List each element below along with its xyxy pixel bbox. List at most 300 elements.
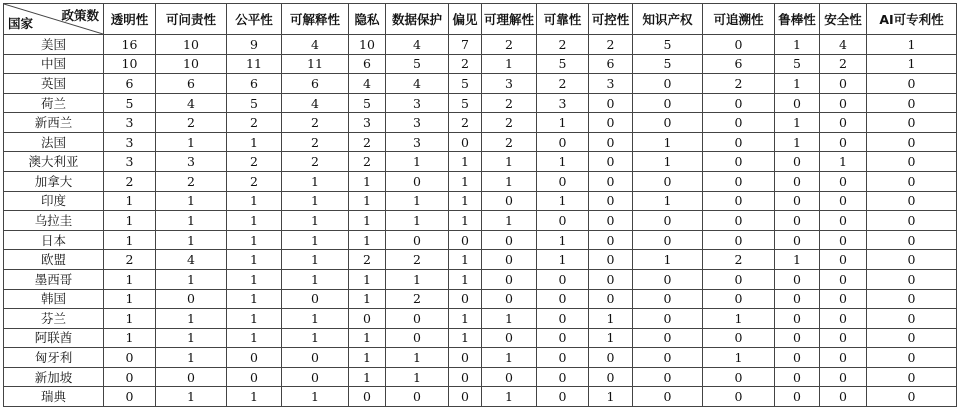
- table-row: [4, 152, 957, 172]
- policy-count-cell: 0: [449, 387, 482, 407]
- policy-count-cell: 2: [482, 93, 537, 113]
- policy-count-cell: 10: [104, 54, 156, 74]
- policy-count-cell: 0: [449, 348, 482, 368]
- policy-count-cell: 6: [156, 74, 227, 94]
- policy-count-cell: 0: [703, 172, 775, 192]
- policy-count-cell: 1: [227, 132, 282, 152]
- table-row: [4, 348, 957, 368]
- policy-count-cell: 4: [282, 35, 349, 55]
- country-cell: 美国: [4, 35, 104, 55]
- policy-count-cell: 1: [482, 211, 537, 231]
- policy-count-cell: 0: [589, 348, 633, 368]
- policy-count-cell: 2: [104, 172, 156, 192]
- policy-count-cell: 6: [227, 74, 282, 94]
- policy-count-cell: 0: [703, 113, 775, 133]
- policy-count-cell: 1: [227, 230, 282, 250]
- policy-count-cell: 0: [449, 289, 482, 309]
- policy-count-cell: 0: [867, 74, 957, 94]
- table-row: [4, 367, 957, 387]
- policy-count-cell: 0: [820, 191, 867, 211]
- policy-count-cell: 1: [104, 211, 156, 231]
- policy-count-cell: 1: [349, 269, 386, 289]
- country-cell: 印度: [4, 191, 104, 211]
- policy-count-cell: 2: [386, 250, 449, 270]
- policy-count-cell: 2: [820, 54, 867, 74]
- country-cell: 乌拉圭: [4, 211, 104, 231]
- policy-count-cell: 0: [820, 93, 867, 113]
- policy-count-cell: 0: [589, 250, 633, 270]
- policy-count-cell: 1: [349, 328, 386, 348]
- table-row: [4, 93, 957, 113]
- policy-count-cell: 0: [537, 269, 589, 289]
- policy-count-cell: 1: [282, 387, 349, 407]
- policy-count-cell: 3: [156, 152, 227, 172]
- policy-count-cell: 0: [703, 230, 775, 250]
- table-row: [4, 74, 957, 94]
- policy-count-cell: 1: [775, 250, 820, 270]
- policy-count-cell: 4: [156, 250, 227, 270]
- policy-count-cell: 0: [820, 211, 867, 231]
- policy-count-cell: 1: [589, 328, 633, 348]
- policy-count-cell: 1: [537, 230, 589, 250]
- policy-count-cell: 0: [867, 289, 957, 309]
- policy-count-cell: 0: [589, 289, 633, 309]
- policy-count-cell: 2: [349, 250, 386, 270]
- column-header: 可理解性: [482, 4, 537, 35]
- policy-count-cell: 11: [227, 54, 282, 74]
- policy-count-cell: 1: [104, 230, 156, 250]
- policy-count-cell: 0: [386, 230, 449, 250]
- policy-count-cell: 0: [537, 367, 589, 387]
- policy-count-cell: 2: [537, 35, 589, 55]
- policy-count-cell: 3: [386, 132, 449, 152]
- policy-count-cell: 0: [633, 309, 703, 329]
- table-row: [4, 309, 957, 329]
- corner-header-cell: [4, 4, 104, 35]
- policy-count-cell: 6: [282, 74, 349, 94]
- policy-count-cell: 1: [156, 230, 227, 250]
- policy-count-cell: 0: [156, 289, 227, 309]
- policy-count-cell: 3: [589, 74, 633, 94]
- column-header: 知识产权: [633, 4, 703, 35]
- policy-count-cell: 0: [867, 172, 957, 192]
- policy-count-cell: 0: [386, 328, 449, 348]
- policy-count-cell: 0: [449, 230, 482, 250]
- policy-count-cell: 2: [349, 152, 386, 172]
- policy-count-cell: 0: [589, 93, 633, 113]
- policy-count-cell: 0: [537, 387, 589, 407]
- policy-count-cell: 1: [349, 172, 386, 192]
- policy-count-cell: 0: [482, 191, 537, 211]
- policy-count-cell: 1: [449, 328, 482, 348]
- country-cell: 新加坡: [4, 367, 104, 387]
- table-row: [4, 113, 957, 133]
- policy-count-cell: 4: [820, 35, 867, 55]
- policy-count-cell: 0: [386, 172, 449, 192]
- policy-count-cell: 16: [104, 35, 156, 55]
- policy-count-cell: 1: [386, 348, 449, 368]
- policy-count-cell: 1: [227, 289, 282, 309]
- policy-count-cell: 1: [449, 172, 482, 192]
- policy-count-cell: 1: [156, 309, 227, 329]
- country-cell: 墨西哥: [4, 269, 104, 289]
- policy-count-cell: 0: [104, 348, 156, 368]
- policy-count-cell: 1: [703, 309, 775, 329]
- policy-count-cell: 0: [820, 289, 867, 309]
- table-row: [4, 387, 957, 407]
- policy-count-cell: 0: [282, 367, 349, 387]
- policy-count-cell: 0: [537, 211, 589, 231]
- policy-count-cell: 1: [867, 54, 957, 74]
- policy-count-cell: 1: [227, 191, 282, 211]
- policy-count-cell: 0: [482, 230, 537, 250]
- policy-count-cell: 0: [703, 269, 775, 289]
- policy-count-cell: 2: [227, 152, 282, 172]
- policy-count-cell: 2: [482, 113, 537, 133]
- policy-count-cell: 0: [703, 191, 775, 211]
- policy-count-cell: 0: [867, 93, 957, 113]
- policy-count-cell: 0: [633, 172, 703, 192]
- policy-count-cell: 1: [449, 250, 482, 270]
- policy-count-cell: 2: [703, 250, 775, 270]
- policy-count-cell: 1: [104, 269, 156, 289]
- policy-count-cell: 1: [775, 74, 820, 94]
- policy-count-cell: 0: [703, 367, 775, 387]
- policy-count-cell: 0: [449, 367, 482, 387]
- policy-count-cell: 1: [386, 191, 449, 211]
- column-header: 隐私: [349, 4, 386, 35]
- policy-count-cell: 1: [104, 309, 156, 329]
- country-cell: 新西兰: [4, 113, 104, 133]
- policy-count-cell: 1: [282, 230, 349, 250]
- policy-count-cell: 0: [775, 348, 820, 368]
- policy-count-cell: 0: [589, 230, 633, 250]
- policy-count-cell: 1: [482, 172, 537, 192]
- policy-count-cell: 0: [775, 172, 820, 192]
- policy-count-cell: 3: [537, 93, 589, 113]
- policy-count-cell: 4: [282, 93, 349, 113]
- policy-count-cell: 0: [867, 387, 957, 407]
- policy-count-cell: 1: [703, 348, 775, 368]
- policy-count-cell: 10: [156, 54, 227, 74]
- policy-count-cell: 7: [449, 35, 482, 55]
- policy-count-cell: 1: [482, 348, 537, 368]
- policy-count-cell: 0: [227, 367, 282, 387]
- corner-top-label: 政策数: [61, 8, 99, 23]
- policy-count-cell: 4: [386, 35, 449, 55]
- country-cell: 英国: [4, 74, 104, 94]
- policy-count-cell: 1: [449, 211, 482, 231]
- policy-count-cell: 1: [104, 289, 156, 309]
- policy-count-cell: 1: [537, 250, 589, 270]
- policy-count-cell: 2: [349, 132, 386, 152]
- policy-count-cell: 0: [820, 328, 867, 348]
- policy-count-cell: 2: [227, 172, 282, 192]
- policy-count-cell: 5: [633, 54, 703, 74]
- policy-count-cell: 1: [349, 289, 386, 309]
- policy-count-cell: 0: [227, 348, 282, 368]
- policy-count-cell: 6: [703, 54, 775, 74]
- policy-count-cell: 0: [537, 309, 589, 329]
- policy-count-cell: 0: [633, 74, 703, 94]
- policy-count-cell: 1: [349, 367, 386, 387]
- policy-count-cell: 5: [227, 93, 282, 113]
- country-cell: 澳大利亚: [4, 152, 104, 172]
- policy-count-cell: 1: [449, 269, 482, 289]
- policy-count-cell: 0: [703, 35, 775, 55]
- policy-count-cell: 5: [449, 93, 482, 113]
- policy-count-cell: 1: [156, 132, 227, 152]
- policy-count-cell: 1: [227, 309, 282, 329]
- policy-count-cell: 0: [820, 132, 867, 152]
- policy-count-cell: 0: [867, 191, 957, 211]
- policy-count-cell: 3: [386, 93, 449, 113]
- policy-count-cell: 0: [537, 348, 589, 368]
- policy-count-cell: 0: [820, 309, 867, 329]
- policy-count-cell: 10: [156, 35, 227, 55]
- policy-count-cell: 1: [282, 328, 349, 348]
- policy-count-cell: 1: [449, 191, 482, 211]
- policy-count-cell: 0: [703, 93, 775, 113]
- policy-count-cell: 0: [775, 191, 820, 211]
- table-row: [4, 269, 957, 289]
- policy-count-cell: 0: [775, 230, 820, 250]
- policy-count-cell: 0: [775, 328, 820, 348]
- policy-count-cell: 5: [349, 93, 386, 113]
- policy-count-cell: 0: [775, 387, 820, 407]
- policy-count-cell: 5: [104, 93, 156, 113]
- policy-count-cell: 0: [867, 230, 957, 250]
- table-row: [4, 191, 957, 211]
- policy-count-cell: 1: [537, 113, 589, 133]
- policy-count-cell: 1: [282, 250, 349, 270]
- policy-count-cell: 0: [867, 113, 957, 133]
- policy-count-cell: 0: [867, 328, 957, 348]
- policy-count-cell: 1: [775, 113, 820, 133]
- policy-count-cell: 0: [820, 113, 867, 133]
- policy-count-cell: 0: [775, 211, 820, 231]
- policy-count-cell: 1: [449, 309, 482, 329]
- policy-count-cell: 0: [633, 367, 703, 387]
- policy-count-cell: 1: [282, 172, 349, 192]
- policy-count-cell: 0: [703, 152, 775, 172]
- country-cell: 日本: [4, 230, 104, 250]
- policy-count-table-container: [3, 3, 955, 407]
- policy-count-cell: 0: [633, 289, 703, 309]
- policy-count-cell: 0: [633, 93, 703, 113]
- policy-count-cell: 1: [156, 191, 227, 211]
- table-row: [4, 211, 957, 231]
- policy-count-cell: 2: [282, 113, 349, 133]
- policy-count-cell: 2: [537, 74, 589, 94]
- policy-count-cell: 2: [386, 289, 449, 309]
- policy-count-cell: 0: [775, 309, 820, 329]
- policy-count-cell: 0: [703, 328, 775, 348]
- policy-count-cell: 0: [703, 211, 775, 231]
- policy-count-cell: 0: [703, 132, 775, 152]
- policy-count-cell: 0: [820, 250, 867, 270]
- policy-count-cell: 0: [820, 387, 867, 407]
- table-row: [4, 172, 957, 192]
- country-cell: 法国: [4, 132, 104, 152]
- policy-count-cell: 3: [386, 113, 449, 133]
- policy-count-cell: 0: [282, 348, 349, 368]
- policy-count-cell: 0: [820, 74, 867, 94]
- policy-count-cell: 5: [633, 35, 703, 55]
- policy-count-cell: 3: [104, 113, 156, 133]
- policy-count-cell: 0: [589, 132, 633, 152]
- policy-count-cell: 5: [449, 74, 482, 94]
- policy-count-cell: 2: [449, 113, 482, 133]
- policy-count-cell: 2: [589, 35, 633, 55]
- policy-count-cell: 1: [589, 309, 633, 329]
- policy-count-cell: 1: [633, 191, 703, 211]
- policy-count-cell: 1: [156, 211, 227, 231]
- policy-count-cell: 5: [775, 54, 820, 74]
- policy-count-cell: 1: [386, 152, 449, 172]
- policy-count-cell: 2: [104, 250, 156, 270]
- policy-count-cell: 0: [867, 367, 957, 387]
- policy-count-cell: 4: [156, 93, 227, 113]
- policy-count-cell: 0: [633, 269, 703, 289]
- policy-count-cell: 0: [867, 152, 957, 172]
- column-header: 偏见: [449, 4, 482, 35]
- policy-count-cell: 0: [482, 328, 537, 348]
- policy-count-cell: 10: [349, 35, 386, 55]
- policy-count-cell: 0: [867, 250, 957, 270]
- policy-count-cell: 0: [703, 289, 775, 309]
- policy-count-cell: 9: [227, 35, 282, 55]
- policy-count-cell: 0: [537, 132, 589, 152]
- policy-count-cell: 1: [227, 387, 282, 407]
- policy-count-cell: 0: [482, 289, 537, 309]
- policy-count-cell: 1: [282, 309, 349, 329]
- policy-count-cell: 1: [386, 269, 449, 289]
- policy-count-cell: 1: [775, 35, 820, 55]
- column-header: 安全性: [820, 4, 867, 35]
- country-cell: 韩国: [4, 289, 104, 309]
- policy-count-cell: 1: [282, 211, 349, 231]
- policy-count-cell: 3: [104, 132, 156, 152]
- policy-count-cell: 0: [820, 269, 867, 289]
- policy-count-cell: 1: [227, 250, 282, 270]
- policy-count-cell: 2: [282, 152, 349, 172]
- policy-count-cell: 1: [349, 348, 386, 368]
- policy-count-cell: 0: [589, 113, 633, 133]
- policy-count-cell: 1: [227, 211, 282, 231]
- policy-count-cell: 0: [633, 211, 703, 231]
- policy-count-cell: 0: [482, 250, 537, 270]
- policy-count-cell: 5: [386, 54, 449, 74]
- policy-count-cell: 1: [386, 367, 449, 387]
- policy-count-cell: 1: [589, 387, 633, 407]
- policy-count-cell: 0: [589, 191, 633, 211]
- table-row: [4, 54, 957, 74]
- table-body: [4, 35, 957, 407]
- country-cell: 匈牙利: [4, 348, 104, 368]
- country-cell: 阿联酋: [4, 328, 104, 348]
- policy-count-cell: 0: [386, 309, 449, 329]
- policy-count-cell: 0: [482, 367, 537, 387]
- policy-count-cell: 1: [867, 35, 957, 55]
- policy-count-cell: 0: [775, 289, 820, 309]
- policy-count-cell: 2: [156, 172, 227, 192]
- policy-count-cell: 0: [633, 387, 703, 407]
- policy-count-cell: 1: [537, 191, 589, 211]
- policy-count-cell: 1: [775, 132, 820, 152]
- policy-count-cell: 1: [820, 152, 867, 172]
- column-header: 鲁棒性: [775, 4, 820, 35]
- column-header: 透明性: [104, 4, 156, 35]
- policy-count-cell: 1: [537, 152, 589, 172]
- policy-count-cell: 3: [104, 152, 156, 172]
- policy-count-cell: 0: [775, 367, 820, 387]
- policy-count-cell: 2: [282, 132, 349, 152]
- policy-count-cell: 1: [482, 54, 537, 74]
- policy-count-cell: 3: [349, 113, 386, 133]
- header-row: [4, 4, 957, 35]
- policy-count-cell: 1: [282, 191, 349, 211]
- policy-count-cell: 1: [156, 348, 227, 368]
- policy-count-cell: 2: [156, 113, 227, 133]
- policy-count-cell: 0: [820, 172, 867, 192]
- policy-count-cell: 1: [386, 211, 449, 231]
- policy-count-cell: 0: [104, 367, 156, 387]
- policy-count-cell: 0: [820, 348, 867, 368]
- policy-count-cell: 1: [104, 191, 156, 211]
- table-row: [4, 230, 957, 250]
- policy-count-cell: 1: [227, 269, 282, 289]
- policy-count-cell: 1: [349, 230, 386, 250]
- policy-count-cell: 1: [633, 152, 703, 172]
- policy-count-cell: 0: [156, 367, 227, 387]
- table-row: [4, 132, 957, 152]
- policy-count-cell: 2: [482, 132, 537, 152]
- column-header: 可问责性: [156, 4, 227, 35]
- policy-count-cell: 0: [775, 269, 820, 289]
- table-row: [4, 35, 957, 55]
- policy-count-cell: 6: [589, 54, 633, 74]
- policy-count-cell: 4: [349, 74, 386, 94]
- policy-count-cell: 0: [449, 132, 482, 152]
- policy-count-cell: 0: [386, 387, 449, 407]
- policy-count-cell: 0: [867, 348, 957, 368]
- policy-count-cell: 2: [703, 74, 775, 94]
- policy-count-cell: 2: [482, 35, 537, 55]
- policy-count-cell: 0: [633, 328, 703, 348]
- policy-count-cell: 0: [820, 367, 867, 387]
- policy-count-cell: 0: [867, 132, 957, 152]
- policy-count-cell: 0: [589, 367, 633, 387]
- table-row: [4, 289, 957, 309]
- policy-count-cell: 1: [104, 328, 156, 348]
- policy-count-cell: 11: [282, 54, 349, 74]
- policy-count-cell: 2: [227, 113, 282, 133]
- column-header: 可靠性: [537, 4, 589, 35]
- policy-count-table: [3, 3, 957, 407]
- policy-count-cell: 1: [449, 152, 482, 172]
- policy-count-cell: 1: [156, 269, 227, 289]
- policy-count-cell: 1: [282, 269, 349, 289]
- policy-count-cell: 0: [104, 387, 156, 407]
- policy-count-cell: 0: [589, 211, 633, 231]
- country-cell: 芬兰: [4, 309, 104, 329]
- policy-count-cell: 0: [633, 113, 703, 133]
- policy-count-cell: 0: [703, 387, 775, 407]
- policy-count-cell: 1: [349, 191, 386, 211]
- column-header: 数据保护: [386, 4, 449, 35]
- policy-count-cell: 0: [589, 152, 633, 172]
